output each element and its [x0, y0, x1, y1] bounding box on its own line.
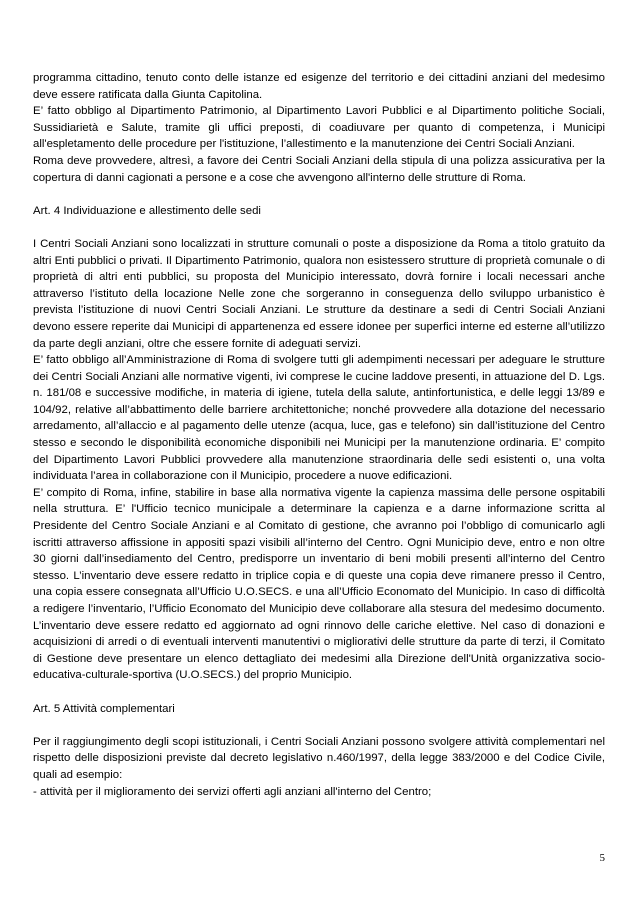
paragraph-capacity-inventory: E’ compito di Roma, infine, stabilire in base alla normativa vigente la capienza massima delle persone ospitabili nella struttura. E’ l'Ufficio tecnico municipale a determinare la capienza e a darne informazione scritta al Presidente del Centro Sociale Anziani e al Comitato di gestione, che avranno poi l’obbligo di comunicarlo agli iscritti attraverso affissione in appositi spazi visibili all’interno del Centro. Ogni Municipio deve, entro e non oltre 30 giorni dall’insediamento del Centro, predisporre un inventario di beni mobili presenti all’interno del Centro stesso. L’inventario deve essere redatto in triplice copia e di queste una copia deve rimanere presso il Centro, una copia essere consegnata all’Ufficio U.O.SECS. e una all’Ufficio Economato del Municipio. In caso di difficoltà a redigere l’inventario, l’Ufficio Economato del Municipio deve collaborare alla stesura del medesimo documento. L’inventario deve essere redatto ed aggiornato ad ogni rinnovo delle cariche elettive. Nel caso di donazioni e acquisizioni di arredi o di eventuali interventi manutentivi o migliorativi delle strutture da parte di terzi, il Comitato di Gestione deve presentare un elenco dettagliato dei medesimi alla Direzione dell'Unità organizzativa socio-educativa-culturale-sportiva (U.O.SECS.) del proprio Municipio.: [33, 486, 605, 682]
paragraph-location: I Centri Sociali Anziani sono localizzati in strutture comunali o poste a disposizione da Roma a titolo gratuito da altri Enti pubblici o privati. Il Dipartimento Patrimonio, qualora non esistessero strutture di proprietà comunale o di proprietà di altri enti pubblici, su proposta del Municipio interessato, dovrà fornire i locali necessari anche attraverso l’istituto della locazione Nelle zone che sorgeranno in conseguenza dello sviluppo urbanistico è prevista l’istituzione di nuovi Centri Sociali Anziani. Le strutture da destinare a sedi di Centri Sociali Anziani devono essere reperite dai Municipi di appartenenza ed essere idonee per superfici interne ed esterne all’utilizzo da parte degli anziani, oltre che essere fornite di adeguati servizi.: [33, 237, 605, 350]
spacer: [33, 219, 605, 236]
paragraph-insurance: Roma deve provvedere, altresì, a favore dei Centri Sociali Anziani della stipula di una polizza assicurativa per la copertura di danni cagionati a persone e a cose che avvengono all'interno delle strutture di Roma.: [33, 154, 605, 184]
spacer: [33, 717, 605, 734]
paragraph-continuation: programma cittadino, tenuto conto delle istanze ed esigenze del territorio e dei cittadini anziani del medesimo deve essere ratificata dalla Giunta Capitolina.: [33, 72, 605, 101]
paragraph-complementary-activities: Per il raggiungimento degli scopi istituzionali, i Centri Sociali Anziani possono svolgere attività complementari nel rispetto delle disposizioni previste dal decreto legislativo n.460/1997, della legge 383/2000 e del Codice Civile, quali ad esempio:: [33, 735, 605, 781]
spacer: [33, 186, 605, 203]
paragraph-departments-obligation: E’ fatto obbligo al Dipartimento Patrimonio, al Dipartimento Lavori Pubblici e al Dipartimento politiche Sociali, Sussidiarietà e Salute, tramite gli uffici preposti, di coadiuvare per quanto di competenza, i Municipi all'espletamento delle procedure per l'istituzione, l’allestimento e la manutenzione dei Centri Sociali Anziani.: [33, 105, 605, 151]
article-5-heading: Art. 5 Attività complementari: [33, 702, 175, 715]
paragraph-adaptation: E’ fatto obbligo all’Amministrazione di Roma di svolgere tutti gli adempimenti necessari per adeguare le strutture dei Centri Sociali Anziani alle normative vigenti, ivi comprese le cucine laddove presenti, in attuazione del D. Lgs. n. 181/08 e successive modifiche, in materia di igiene, tutela della salute, antinfortunistica, e delle leggi 13/89 e 104/92, relative all’abbattimento delle barriere architettoniche; nonché provvedere alla dotazione del necessario arredamento, all’allaccio e al pagamento delle utenze (acqua, luce, gas e telefono) sin dall’istituzione del Centro stesso e secondo le disponibilità economiche disponibili nei Municipi per la manutenzione ordinaria. E’ compito del Dipartimento Lavori Pubblici provvedere alla manutenzione straordinaria delle sedi esistenti o, una volta individuata l’area in collaborazione con il Municipio, procedere a nuove edificazioni.: [33, 354, 605, 483]
list-item-activity: - attività per il miglioramento dei servizi offerti agli anziani all'interno del Centro;: [33, 785, 432, 798]
article-4-heading: Art. 4 Individuazione e allestimento delle sedi: [33, 204, 261, 217]
page-number: 5: [599, 852, 605, 864]
spacer: [33, 684, 605, 701]
